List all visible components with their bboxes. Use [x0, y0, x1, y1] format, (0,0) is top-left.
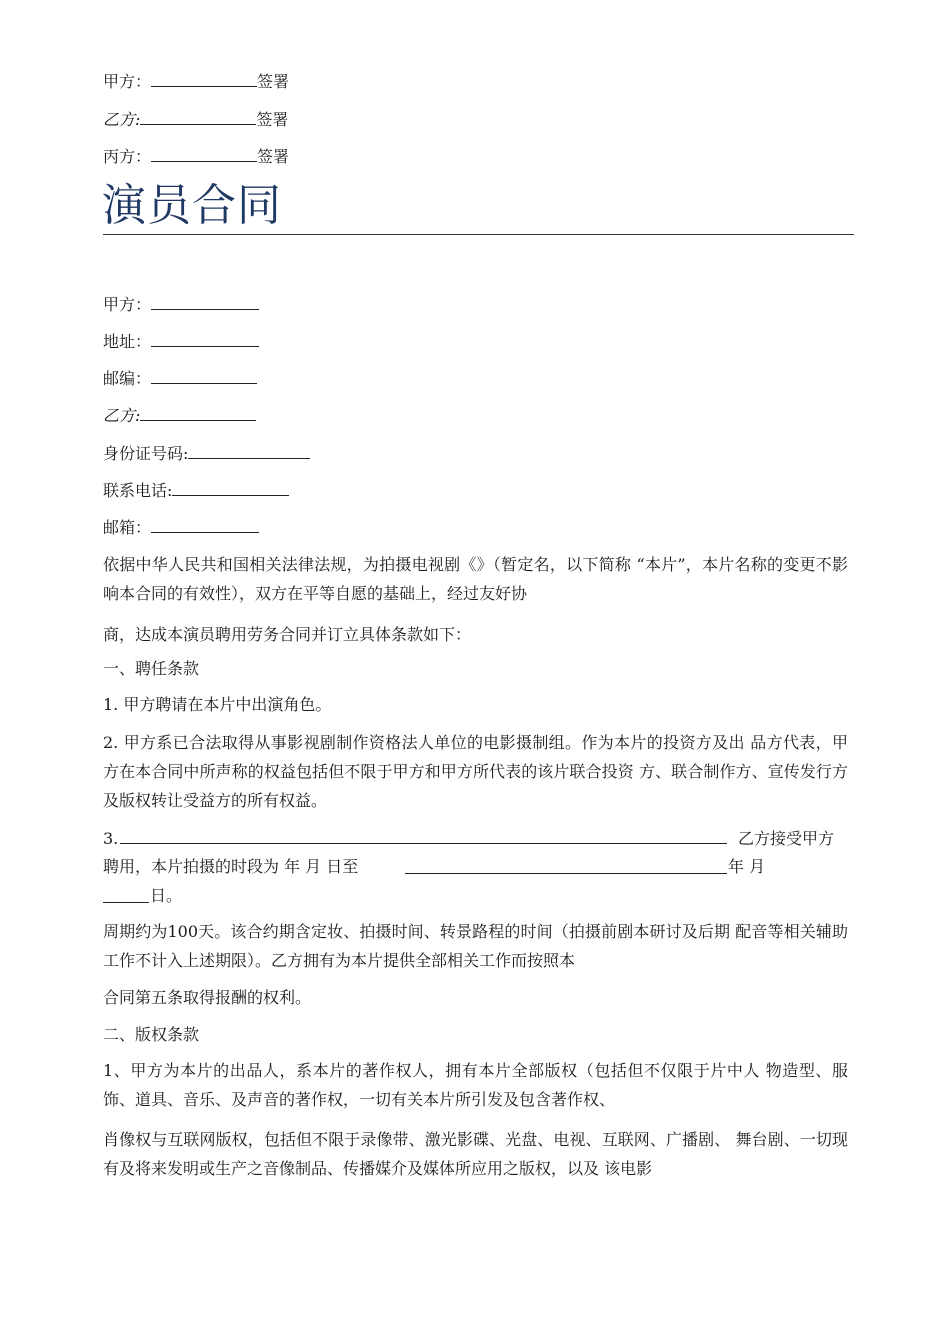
field-blank[interactable] [151, 330, 259, 347]
clause-1-3-tail: 乙方接受甲方 [738, 829, 835, 848]
intro-paragraph: 依据中华人民共和国相关法律法规，为拍摄电视剧《》（暂定名，以下简称 “本片”，本片名称的变更不影响本合同的有效性），双方在平等自愿的基础上，经过友好协 [103, 555, 848, 603]
title-divider [103, 234, 854, 235]
clause-blank[interactable] [120, 843, 727, 844]
signature-blank[interactable] [140, 108, 256, 125]
signature-blank[interactable] [151, 70, 257, 87]
field-party-b [103, 404, 256, 426]
field-label: 身份证号码: [103, 444, 189, 463]
field-label: 邮箱： [103, 518, 152, 537]
field-address [103, 330, 259, 352]
clause-blank[interactable] [103, 902, 149, 903]
field-email [103, 516, 259, 538]
field-label: 联系电话: [103, 481, 173, 500]
section-heading-copyright: 二、版权条款 [103, 1025, 200, 1044]
field-blank[interactable] [151, 367, 257, 384]
signature-suffix: 签署 [256, 110, 289, 129]
signature-suffix: 签署 [257, 72, 290, 91]
signature-line-party-b [103, 108, 288, 130]
field-phone [103, 479, 289, 501]
field-label: 甲方： [103, 295, 152, 314]
field-party-a [103, 293, 259, 315]
clause-1-2: 2. 甲方系已合法取得从事影视剧制作资格法人单位的电影摄制组。作为本片的投资方及出 品方代表，甲方在本合同中所声称的权益包括但不限于甲方和甲方所代表的该片联合投资 方、联合制作方、宣传发行方及版权转让受益方的所有权益。 [103, 733, 848, 810]
field-blank[interactable] [172, 479, 289, 496]
signature-line-party-c [103, 145, 289, 167]
period-paragraph: 周期约为100天。该合约期含定妆、拍摄时间、转景路程的时间（拍摄前剧本研讨及后期 配音等相关辅助工作不计入上述期限）。乙方拥有为本片提供全部相关工作而按照本 [103, 922, 848, 970]
intro-paragraph-continued: 商，达成本演员聘用劳务合同并订立具体条款如下： [103, 625, 472, 644]
field-postcode [103, 367, 257, 389]
document-title: 演员合同 [102, 180, 282, 231]
field-label: 乙方: [103, 406, 141, 425]
field-blank[interactable] [188, 442, 310, 459]
field-blank[interactable] [140, 404, 256, 421]
copyright-clause-1: 1、甲方为本片的出品人，系本片的著作权人，拥有本片全部版权（包括但不仅限于片中人 物造型、服饰、道具、音乐、及声音的著作权，一切有关本片所引发及包含著作权、 [103, 1061, 848, 1109]
clause-1-3-period-start: 聘用，本片拍摄的时段为 年 月 日至 [103, 857, 359, 876]
signature-blank[interactable] [151, 145, 257, 162]
field-blank[interactable] [151, 516, 259, 533]
signature-line-party-a [103, 70, 289, 92]
clause-blank[interactable] [405, 873, 727, 874]
signature-suffix: 签署 [257, 147, 290, 166]
clause-1-1: 1. 甲方聘请在本片中出演角色。 [103, 695, 332, 714]
section-heading-engagement: 一、聘任条款 [103, 659, 200, 678]
field-label: 地址： [103, 332, 152, 351]
field-label: 邮编： [103, 369, 152, 388]
period-paragraph-continued: 合同第五条取得报酬的权利。 [103, 988, 312, 1007]
copyright-clause-1-continued: 肖像权与互联网版权，包括但不限于录像带、激光影碟、光盘、电视、互联网、广播剧、 舞台剧、一切现有及将来发明或生产之音像制品、传播媒介及媒体所应用之版权，以及 该电影 [103, 1130, 848, 1178]
signature-label: 甲方： [103, 72, 152, 91]
signature-label: 乙方: [103, 110, 141, 129]
field-blank[interactable] [151, 293, 259, 310]
clause-1-3-period-end: 年 月 [728, 857, 766, 876]
clause-1-3-number: 3. [103, 829, 119, 848]
clause-1-3-day: 日。 [150, 886, 183, 905]
signature-label: 丙方： [103, 147, 152, 166]
field-id-number [103, 442, 310, 464]
